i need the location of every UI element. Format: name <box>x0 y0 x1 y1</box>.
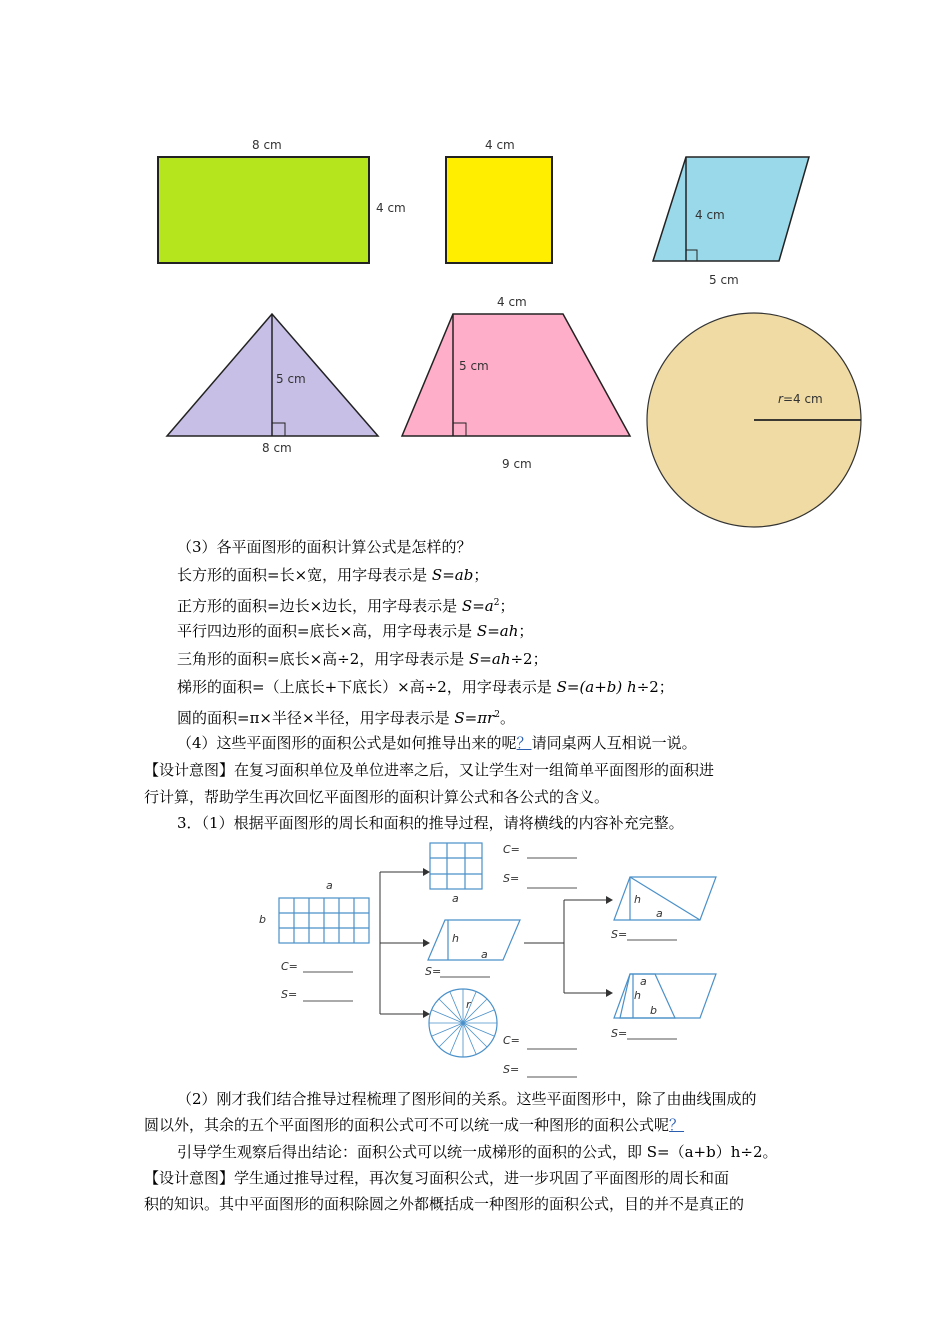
label-h-trap: h <box>634 989 641 1002</box>
label-C-square: C= <box>503 843 520 856</box>
square-top-label: 4 cm <box>485 138 515 152</box>
formula-square: 正方形的面积=边长×边长，用字母表示是 $S=a^2$； <box>177 597 515 615</box>
question-3-2a: （2）刚才我们结合推导过程梳理了图形间的关系。这些平面图形中，除了由曲线围成的 <box>177 1090 757 1108</box>
rect-right-label: 4 cm <box>376 201 406 215</box>
trapezoid-height-label: 5 cm <box>459 359 489 373</box>
question-3: （3）各平面图形的面积计算公式是怎样的？ <box>177 538 472 556</box>
trapezoid-top-label: 4 cm <box>497 295 527 309</box>
guide-conclusion: 引导学生观察后得出结论：面积公式可以统一成梯形的面积的公式，即 S=（a+b）h÷2。 <box>177 1143 778 1161</box>
formula-rectangle: 长方形的面积=长×宽，用字母表示是 S=ab； <box>177 566 489 584</box>
label-a-para: a <box>481 948 488 961</box>
parallelogram-base-label: 5 cm <box>709 273 739 287</box>
label-a-trap: a <box>640 975 647 988</box>
design-intent-1a: 【设计意图】在复习面积单位及单位进率之后，又让学生对一组简单平面图形的面积进 <box>144 761 715 779</box>
circle-radius-label: r=4 cm <box>778 392 823 406</box>
triangle-height-label: 5 cm <box>276 372 306 386</box>
circle-sectors <box>429 989 497 1057</box>
question-3-2b: 圆以外，其余的五个平面图形的面积公式可不可以统一成一种图形的面积公式呢？ <box>144 1116 685 1134</box>
question-4: （4）这些平面图形的面积公式是如何推导出来的呢？请同桌两人互相说一说。 <box>177 734 697 752</box>
question-3-1: 3．（1）根据平面图形的周长和面积的推导过程，请将横线的内容补充完整。 <box>177 814 684 832</box>
label-S-para: S= <box>425 965 442 978</box>
label-a-square: a <box>452 892 459 905</box>
trapezoid-base-label: 9 cm <box>502 457 532 471</box>
label-C-circle: C= <box>503 1034 520 1047</box>
label-r-circle: r <box>466 998 471 1011</box>
formula-parallelogram: 平行四边形的面积=底长×高，用字母表示是 S=ah； <box>177 622 534 640</box>
rect-top-label: 8 cm <box>252 138 282 152</box>
label-b-trap: b <box>650 1004 657 1017</box>
label-a-left: a <box>326 879 333 892</box>
formula-trapezoid: 梯形的面积=（上底长+下底长）×高÷2，用字母表示是 S=(a+b) h÷2； <box>177 678 674 696</box>
formula-triangle: 三角形的面积=底长×高÷2，用字母表示是 S=ah÷2； <box>177 650 548 668</box>
label-S-circle: S= <box>503 1063 520 1076</box>
design-intent-1b: 行计算，帮助学生再次回忆平面图形的面积计算公式和各公式的含义。 <box>144 788 610 806</box>
label-S-tri: S= <box>611 928 628 941</box>
label-b-left: b <box>259 913 266 926</box>
label-a-tri: a <box>656 907 663 920</box>
label-h-tri: h <box>634 893 641 906</box>
label-S-square: S= <box>503 872 520 885</box>
design-intent-2a: 【设计意图】学生通过推导过程，再次复习面积公式，进一步巩固了平面图形的周长和面 <box>144 1169 730 1187</box>
formula-circle: 圆的面积=π×半径×半径，用字母表示是 $S=\pi r^2$。 <box>177 709 515 727</box>
parallelogram-height-label: 4 cm <box>695 208 725 222</box>
label-S-trap: S= <box>611 1027 628 1040</box>
label-h-para: h <box>452 932 459 945</box>
label-C-left: C= <box>281 960 298 973</box>
label-S-left: S= <box>281 988 298 1001</box>
design-intent-2b: 积的知识。其中平面图形的面积除圆之外都概括成一种图形的面积公式，目的并不是真正的 <box>144 1195 745 1213</box>
triangle-base-label: 8 cm <box>262 441 292 455</box>
